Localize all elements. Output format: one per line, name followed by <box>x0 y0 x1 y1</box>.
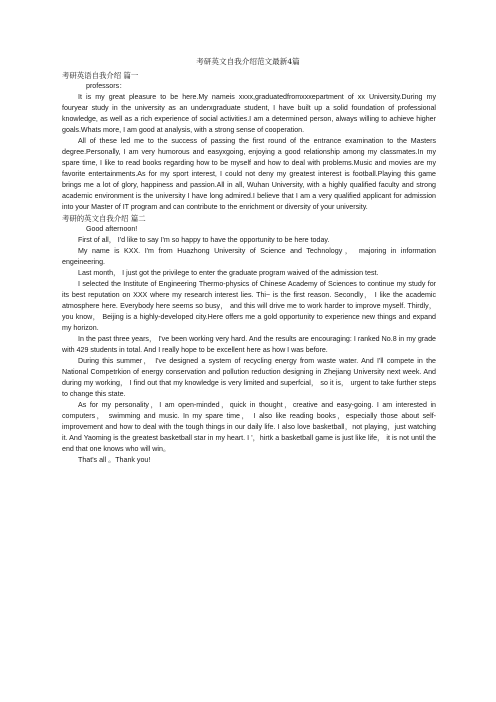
paragraph: As for my personality，I am open-minded，quick in thought，creative and easy-going. I am interested in computers， swimming and music. In my spare time， I also like reading books，especially those about self-improvement and how to deal with the tough things in our daily life. I also love basketball，not playing，just watching it. And Yaoming is the greatest basketball star in my heart. I '，hirtk a basketball game is just like life， it is not until the end that one knows who will win。 <box>62 401 436 453</box>
salutation: professors： <box>86 82 127 90</box>
document-title: 考研英文自我介绍范文最新4篇 <box>196 57 300 66</box>
paragraph: I selected the Institute of Engineering Thermo-physics of Chinese Academy of Sciences to continue my study for its best reputation on XXX where my research interest lies. Thi~ is the first reason. Secondly， I like the academic atmosphere here. Everybody here seems so busy， and this will drive me to work harder to improve myself. Thirdly， you know， Beijing is a highly-developed city.Here offers me a gold opportunity to experience new things and expand my horizon. <box>62 280 436 332</box>
greeting: Good afternoon! <box>86 225 138 233</box>
section-heading: 考研的英文自我介绍 篇二 <box>62 214 146 223</box>
document-body <box>62 70 436 466</box>
paragraph: It is my great pleasure to be here.My nameis xxxx,graduatedfromxxxepartment of xx University.During my fouryear study in the university as an underxgraduate student, I have built up a solid foundation of professional knowledge, as well as a rich experience of social activities.I am a determined person, always willing to achieve higher goals.Whats more, I am good at analysis, with a strong sense of cooperation. <box>62 93 436 134</box>
section-heading: 考研英语自我介绍 篇一 <box>62 71 139 80</box>
paragraph: Last month， I just got the privilege to enter the graduate program waived of the admission test. <box>78 269 379 277</box>
closing: That's all 。Thank you! <box>78 456 151 464</box>
paragraph: During this summer， I've designed a system of recycling energy from waste water. And I'll compete in the National Competrkion of energy conservation and pollution reduction designing in Zhejiang University next week. And during my working， I find out that my knowledge is very limited and superfcial， so it is， urgent to take further steps to change this state. <box>62 357 436 398</box>
paragraph: All of these led me to the success of passing the first round of the entrance examination to the Masters degree.Personally, I am very humorous and easyxgoing, enjoying a good relationship among my classmates.In my spare time, I like to read books regarding how to be myself and how to deal with problems.Music and movies are my favorite entertainments.As for my sport interest, I could not deny my greatest interest is football.Playing this game brings me a lot of glory, happiness and passion.All in all, Wuhan University, with a highly qualified faculty and strong academic environment is the university I have long admired.I believe that I am a very qualified applicant for admission into your Master of IT program and can contribute to the enrichment or diversity of your university. <box>62 137 436 211</box>
paragraph: In the past three years， I've been working very hard. And the results are encouraging: I ranked No.8 in my grade with 429 students in total. And I really hope to be excellent here as how I was before. <box>62 335 436 354</box>
paragraph: First of all， I'd like to say I'm so happy to have the opportunity to be here today. <box>78 236 330 244</box>
paragraph: My name is KXX. I'm from Huazhong University of Science and Technology， majoring in information engeineering. <box>62 247 436 266</box>
section-2 <box>62 213 436 466</box>
section-1 <box>62 70 436 213</box>
